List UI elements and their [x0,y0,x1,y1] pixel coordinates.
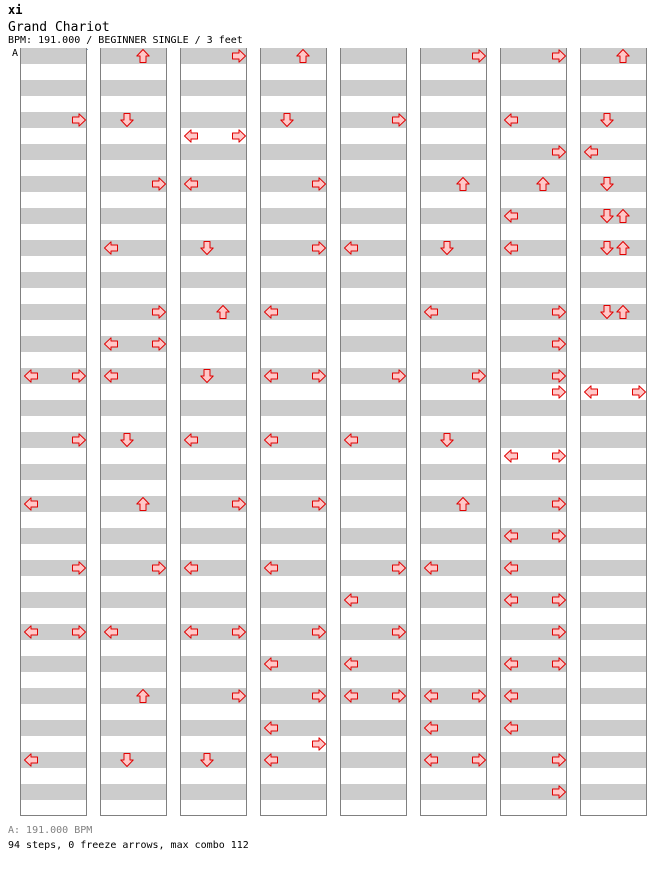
arrow-left-icon [103,368,119,384]
arrow-right-icon [311,736,327,752]
beat-stripe [261,400,326,416]
beat-stripe [341,464,406,480]
arrow-left-icon [183,624,199,640]
beat-stripe [581,624,646,640]
arrow-left-icon [583,144,599,160]
beat-stripe [581,528,646,544]
beat-stripe [341,496,406,512]
arrow-left-icon [423,752,439,768]
beat-stripe [101,528,166,544]
arrow-up-icon [135,688,151,704]
chart-column [260,48,327,816]
beat-stripe [581,80,646,96]
song-title: Grand Chariot [8,20,110,35]
beat-stripe [181,144,246,160]
arrow-left-icon [183,432,199,448]
beat-stripe [421,144,486,160]
arrow-right-icon [151,336,167,352]
arrow-down-icon [199,368,215,384]
beat-stripe [261,528,326,544]
arrow-down-icon [599,208,615,224]
beat-stripe [341,752,406,768]
beat-stripe [421,464,486,480]
beat-stripe [581,400,646,416]
chart-column [100,48,167,816]
beat-stripe [21,272,86,288]
arrow-right-icon [231,48,247,64]
beat-stripe [501,80,566,96]
beat-stripe [341,272,406,288]
arrow-right-icon [311,176,327,192]
arrow-left-icon [263,752,279,768]
arrow-down-icon [599,304,615,320]
beat-stripe [581,48,646,64]
arrow-left-icon [183,128,199,144]
arrow-right-icon [151,304,167,320]
beat-stripe [21,80,86,96]
arrow-left-icon [503,592,519,608]
arrow-left-icon [503,240,519,256]
beat-stripe [21,240,86,256]
beat-stripe [181,784,246,800]
chart-column [180,48,247,816]
arrow-left-icon [503,528,519,544]
chart-column [420,48,487,816]
beat-stripe [501,400,566,416]
beat-stripe [341,720,406,736]
beat-stripe [421,592,486,608]
arrow-left-icon [503,208,519,224]
beat-stripe [341,400,406,416]
beat-stripe [101,144,166,160]
beat-stripe [421,624,486,640]
arrow-right-icon [551,656,567,672]
arrow-right-icon [551,496,567,512]
arrow-left-icon [263,368,279,384]
arrow-right-icon [71,560,87,576]
beat-stripe [581,368,646,384]
arrow-right-icon [551,144,567,160]
artist-name: xi [8,3,23,17]
beat-stripe [261,464,326,480]
beat-stripe [341,304,406,320]
arrow-down-icon [599,176,615,192]
beat-stripe [261,144,326,160]
arrow-up-icon [615,304,631,320]
beat-stripe [341,208,406,224]
arrow-left-icon [103,624,119,640]
arrow-up-icon [295,48,311,64]
arrow-left-icon [583,384,599,400]
beat-stripe [181,272,246,288]
arrow-down-icon [599,112,615,128]
arrow-left-icon [23,624,39,640]
arrow-left-icon [23,496,39,512]
beat-stripe [21,48,86,64]
arrow-right-icon [311,240,327,256]
beat-stripe [21,592,86,608]
arrow-right-icon [71,432,87,448]
beat-stripe [21,304,86,320]
chart-info: BPM: 191.000 / BEGINNER SINGLE / 3 feet [8,35,243,46]
arrow-left-icon [343,432,359,448]
beat-stripe [501,272,566,288]
beat-stripe [181,400,246,416]
arrow-right-icon [551,448,567,464]
arrow-left-icon [183,176,199,192]
beat-stripe [421,272,486,288]
arrow-right-icon [471,688,487,704]
chart-column [20,48,87,816]
beat-stripe [421,80,486,96]
arrow-down-icon [279,112,295,128]
beat-stripe [181,720,246,736]
beat-stripe [181,112,246,128]
arrow-right-icon [311,688,327,704]
beat-stripe [101,656,166,672]
arrow-left-icon [423,688,439,704]
arrow-left-icon [503,560,519,576]
arrow-down-icon [199,752,215,768]
arrow-left-icon [263,560,279,576]
arrow-right-icon [551,592,567,608]
arrow-left-icon [503,688,519,704]
beat-stripe [501,464,566,480]
arrow-right-icon [391,688,407,704]
arrow-left-icon [423,560,439,576]
arrow-down-icon [119,112,135,128]
arrow-right-icon [71,112,87,128]
beat-stripe [101,784,166,800]
arrow-left-icon [503,720,519,736]
arrow-right-icon [551,368,567,384]
beat-stripe [181,656,246,672]
beat-stripe [21,144,86,160]
arrow-right-icon [71,624,87,640]
beat-stripe [421,208,486,224]
arrow-right-icon [551,752,567,768]
beat-stripe [581,432,646,448]
arrow-left-icon [503,656,519,672]
beat-stripe [261,208,326,224]
arrow-up-icon [135,48,151,64]
beat-stripe [341,336,406,352]
arrow-left-icon [503,112,519,128]
beat-stripe [341,144,406,160]
beat-stripe [421,656,486,672]
arrow-left-icon [423,720,439,736]
beat-stripe [501,432,566,448]
beat-stripe [21,208,86,224]
beat-stripe [21,656,86,672]
beat-stripe [421,528,486,544]
beat-stripe [501,176,566,192]
arrow-right-icon [471,752,487,768]
beat-stripe [261,592,326,608]
beat-stripe [261,80,326,96]
chart-column [500,48,567,816]
bpm-legend: A: 191.000 BPM [8,825,93,836]
beat-stripe [181,592,246,608]
beat-stripe [101,48,166,64]
arrow-up-icon [615,48,631,64]
arrow-up-icon [455,496,471,512]
arrow-left-icon [23,368,39,384]
beat-stripe [21,464,86,480]
arrow-down-icon [599,240,615,256]
beat-stripe [261,272,326,288]
arrow-right-icon [391,368,407,384]
arrow-right-icon [551,784,567,800]
arrow-down-icon [199,240,215,256]
arrow-left-icon [103,336,119,352]
arrow-right-icon [551,48,567,64]
beat-stripe [261,784,326,800]
arrow-right-icon [231,624,247,640]
beat-stripe [181,464,246,480]
arrow-left-icon [343,592,359,608]
arrow-left-icon [423,304,439,320]
beat-stripe [101,272,166,288]
beat-stripe [421,336,486,352]
beat-stripe [101,688,166,704]
arrow-left-icon [263,304,279,320]
beat-stripe [181,80,246,96]
beat-stripe [581,560,646,576]
beat-stripe [101,592,166,608]
arrow-right-icon [631,384,647,400]
arrow-left-icon [263,432,279,448]
beat-stripe [341,48,406,64]
beat-stripe [581,752,646,768]
arrow-left-icon [263,656,279,672]
beat-stripe [101,80,166,96]
beat-stripe [181,208,246,224]
arrow-up-icon [535,176,551,192]
arrow-left-icon [23,752,39,768]
arrow-right-icon [311,496,327,512]
arrow-down-icon [119,432,135,448]
beat-stripe [581,592,646,608]
arrow-right-icon [471,368,487,384]
beat-stripe [181,528,246,544]
beat-stripe [341,176,406,192]
arrow-right-icon [391,624,407,640]
beat-stripe [21,400,86,416]
step-summary: 94 steps, 0 freeze arrows, max combo 112 [8,840,249,851]
arrow-left-icon [263,720,279,736]
arrow-right-icon [551,624,567,640]
arrow-right-icon [151,560,167,576]
arrow-right-icon [231,688,247,704]
arrow-up-icon [135,496,151,512]
arrow-right-icon [551,528,567,544]
arrow-down-icon [439,240,455,256]
arrow-down-icon [119,752,135,768]
beat-stripe [261,336,326,352]
beat-stripe [581,656,646,672]
arrow-up-icon [215,304,231,320]
arrow-right-icon [151,176,167,192]
beat-stripe [341,784,406,800]
beat-stripe [101,400,166,416]
arrow-right-icon [551,336,567,352]
beat-stripe [421,112,486,128]
beat-stripe [581,688,646,704]
arrow-right-icon [471,48,487,64]
arrow-right-icon [391,112,407,128]
arrow-right-icon [391,560,407,576]
beat-stripe [21,528,86,544]
arrow-right-icon [231,496,247,512]
arrow-up-icon [615,240,631,256]
beat-stripe [101,464,166,480]
beat-stripe [21,720,86,736]
beat-stripe [581,272,646,288]
beat-stripe [181,336,246,352]
arrow-up-icon [615,208,631,224]
beat-stripe [341,80,406,96]
arrow-left-icon [503,448,519,464]
arrow-right-icon [551,384,567,400]
beat-stripe [101,496,166,512]
beat-stripe [101,208,166,224]
arrow-right-icon [231,128,247,144]
arrow-right-icon [311,624,327,640]
arrow-right-icon [71,368,87,384]
arrow-left-icon [343,688,359,704]
bpm-marker: A [12,48,19,59]
beat-stripe [421,400,486,416]
beat-stripe [421,784,486,800]
beat-stripe [101,720,166,736]
beat-stripe [21,688,86,704]
arrow-up-icon [455,176,471,192]
chart-column [580,48,647,816]
beat-stripe [581,720,646,736]
arrow-left-icon [183,560,199,576]
beat-stripe [341,528,406,544]
beat-stripe [581,464,646,480]
beat-stripe [581,496,646,512]
chart-column [340,48,407,816]
beat-stripe [21,336,86,352]
arrow-right-icon [311,368,327,384]
beat-stripe [421,176,486,192]
beat-stripe [421,496,486,512]
arrow-down-icon [439,432,455,448]
arrow-left-icon [103,240,119,256]
arrow-left-icon [343,240,359,256]
beat-stripe [581,784,646,800]
arrow-right-icon [551,304,567,320]
beat-stripe [581,336,646,352]
beat-stripe [21,784,86,800]
beat-stripe [21,176,86,192]
arrow-left-icon [343,656,359,672]
beat-stripe [181,304,246,320]
beat-stripe [261,48,326,64]
